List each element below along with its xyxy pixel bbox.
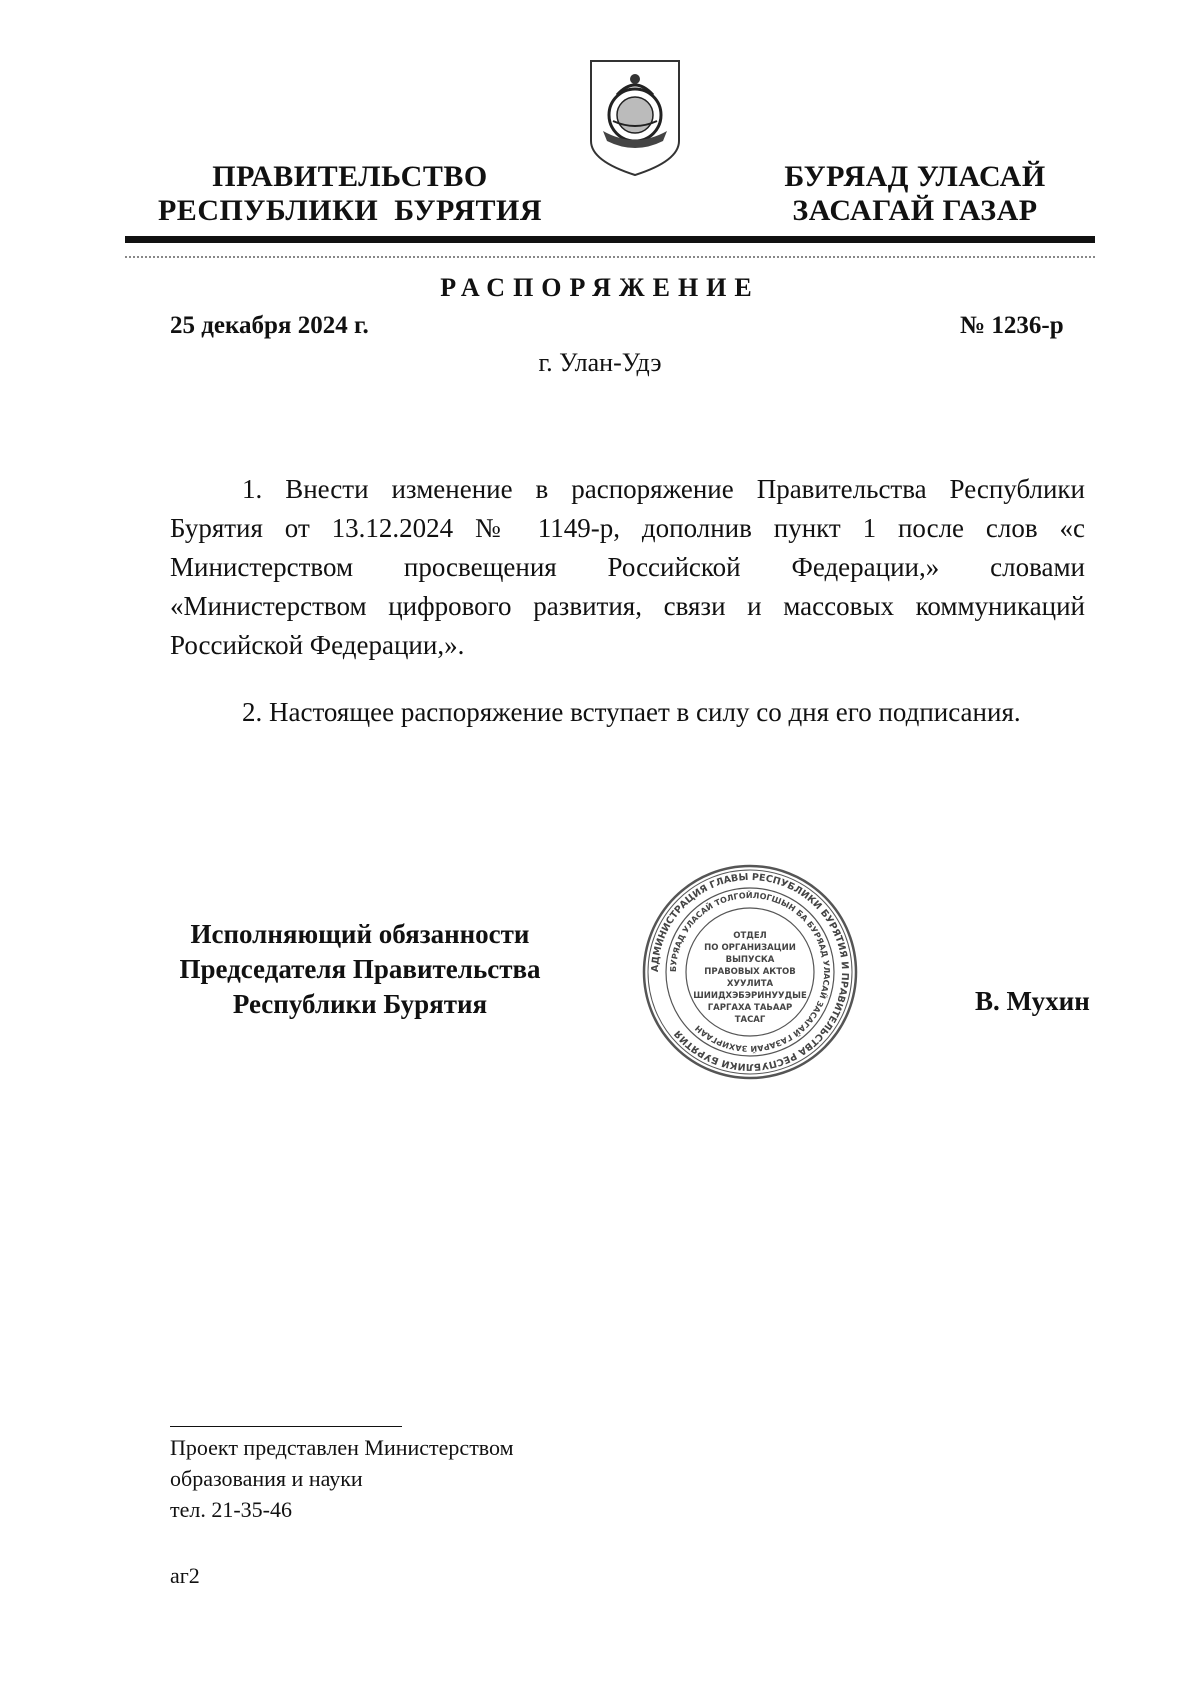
signatory-title-line-2: Председателя Правительства [179,954,541,984]
buryatia-coat-of-arms-icon [587,57,683,177]
stamp-center-line: ГАРГАХА ТАЬААР [707,1003,793,1013]
header-divider-thin [125,256,1095,258]
footer-phone: тел. 21-35-46 [170,1497,293,1522]
footer-line-2: образования и науки [170,1466,363,1491]
stamp-center-line: ОТДЕЛ [733,931,767,941]
signatory-title [140,917,580,1022]
issuer-line-2: РЕСПУБЛИКИ БУРЯТИЯ [157,194,543,227]
issuer-line-1: ПРАВИТЕЛЬСТВО [212,160,488,193]
footer-note [170,1432,514,1525]
issuer-buryat-line-2: ЗАСАГАЙ ГАЗАР [792,194,1038,227]
issuer-buryat-line-1: БУРЯАД УЛАСАЙ [784,160,1046,193]
body-paragraph-1: 1. Внести изменение в распоряжение Правительства Республики Бурятия от 13.12.2024 № 1149-р, дополнив пункт 1 после слов «с Министерством просвещения Российской Федерации,» словами «Министерством цифрового развития, связи и массовых коммуникаций Российской Федерации,». [170,474,1085,660]
signatory-title-line-3: Республики Бурятия [232,989,488,1019]
signatory-name: В. Мухин [975,986,1090,1016]
signatory-title-line-1: Исполняющий обязанности [190,919,530,949]
stamp-outer-ring-text: АДМИНИСТРАЦИЯ ГЛАВЫ РЕСПУБЛИКИ БУРЯТИЯ И ПРАВИТЕЛЬСТВА РЕСПУБЛИКИ БУРЯТИЯ [649,871,851,1073]
stamp-center-line: ПРАВОВЫХ АКТОВ [704,967,796,977]
stamp-center-line: ТАСАГ [734,1015,766,1025]
header-divider-thick [125,236,1095,243]
official-round-stamp-icon [640,862,860,1082]
document-city: г. Улан-Удэ [538,348,662,377]
document-date: 25 декабря 2024 г. [170,312,369,339]
footer-line-1: Проект представлен Министерством [170,1435,514,1460]
document-number: № 1236-р [960,312,1064,339]
body-paragraph-2: 2. Настоящее распоряжение вступает в силу со дня его подписания. [242,697,1021,727]
document-type-title: РАСПОРЯЖЕНИЕ [440,273,760,302]
footer-divider [170,1426,402,1427]
issuer-name-buryat [745,160,1085,228]
stamp-center-line: ПО ОРГАНИЗАЦИИ [704,943,796,953]
footer-code: аг2 [170,1563,200,1588]
stamp-center-line: ХУУЛИТА [726,979,774,989]
stamp-inner-ring-text: БУРЯАД УЛАСАЙ ТОЛГОЙЛОГШЫН БА БУРЯАД УЛАСАЙ ЗАСАГАЙ ГАЗАРАЙ ЗАХИРГААН [668,890,832,1054]
issuer-name-russian [140,160,560,228]
stamp-center-line: ШИИДХЭБЭРИНУУДЫЕ [693,991,807,1001]
stamp-center-line: ВЫПУСКА [725,955,775,965]
